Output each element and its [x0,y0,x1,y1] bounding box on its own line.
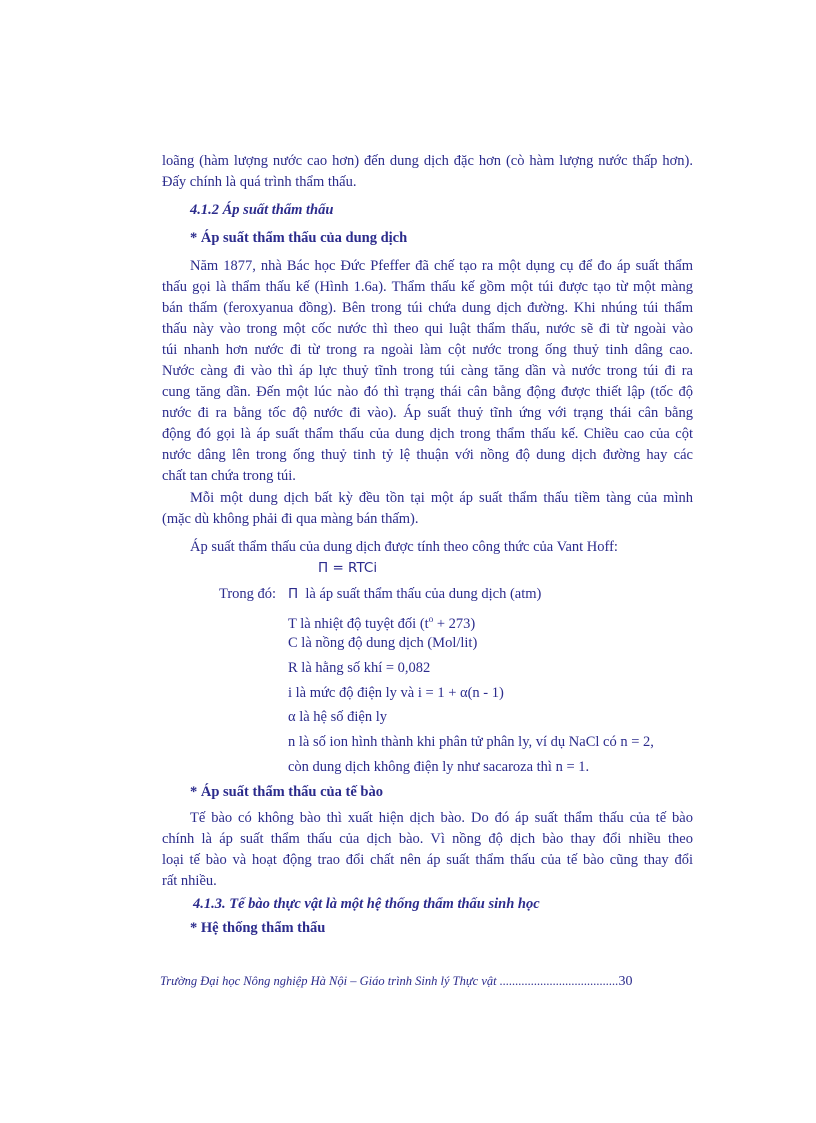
para1-line-4: thấu này vào trong một cốc nước thì theo qui luật thẩm thấu, nước sẽ đi từ ngoài vào [162,321,693,337]
definition-t [288,609,693,634]
definition-c: C là nồng độ dung dịch (Mol/lit) [288,635,478,651]
pi-definition: là áp suất thẩm thấu của dung dịch (atm) [305,586,542,602]
subheading-he-thong: * Hệ thống thẩm thấu [190,920,326,936]
para1-line-5: túi nhanh hơn nước đi từ trong ra ngoài làm cột nước trong ống thuỷ tinh dâng cao. [162,342,693,358]
para3-line-1: Tế bào có không bào thì xuất hiện dịch bào. Do đó áp suất thẩm thấu của tế bào [190,810,693,826]
footer-text: Trường Đại học Nông nghiệp Hà Nội – Giáo trình Sinh lý Thực vật ...................................... [160,974,619,988]
intro-line-1: loãng (hàm lượng nước cao hơn) đến dung dịch đặc hơn (cò hàm lượng nước thấp hơn). [162,153,693,169]
intro-line-2: Đấy chính là quá trình thẩm thấu. [162,174,357,190]
page-number: 30 [618,974,633,989]
para1-line-3: bán thấm (feroxyanua đồng). Bên trong túi chứa dung dịch đường. Khi nhúng túi thẩm [162,300,693,316]
para1-line-11: chất tan chứa trong túi. [162,468,296,484]
definition-r: R là hằng số khí = 0,082 [288,660,431,676]
para3-line-4: rất nhiều. [162,873,217,889]
vant-hoff-intro: Áp suất thẩm thấu của dung dịch được tính theo công thức của Vant Hoff: [190,539,618,555]
definition-n-2: còn dung dịch không điện ly như sacaroza thì n = 1. [288,759,590,775]
para1-line-10: nước dâng lên trong ống thuỷ tinh tỷ lệ thuận với nồng độ dung dịch đường hay các [162,447,693,463]
para1-line-9: động đó gọi là áp suất thẩm thấu của dung dịch trong thẩm thấu kế. Chiều cao của cột [162,426,693,442]
para1-line-6: Nước càng đi vào thì áp lực thuỷ tĩnh trong túi càng tăng dần và nước trong túi đi ra [162,363,693,379]
definition-alpha: α là hệ số điện ly [288,709,388,725]
section-4-1-3-heading: 4.1.3. Tế bào thực vật là một hệ thống thẩm thấu sinh học [193,896,540,912]
where-label: Trong đó: [219,586,277,602]
subheading-te-bao: * Áp suất thẩm thấu của tế bào [190,784,383,800]
para2-line-2: (mặc dù không phải đi qua màng bán thấm). [162,511,419,527]
definition-n-1: n là số ion hình thành khi phân tử phân ly, ví dụ NaCl có n = 2, [288,734,654,750]
para3-line-2: chính là áp suất thẩm thấu của dịch bào. Vì nồng độ dịch bào thay đổi nhiều theo [162,831,693,847]
para1-line-1: Năm 1877, nhà Bác học Đức Pfeffer đã chế tạo ra một dụng cụ để đo áp suất thẩm [190,258,693,274]
section-4-1-2-heading: 4.1.2 Áp suất thẩm thấu [190,202,334,218]
para2-line-1: Mỗi một dung dịch bất kỳ đều tồn tại một áp suất thẩm thấu tiềm tàng của mình [190,490,693,506]
t-def-prefix: T là nhiệt độ tuyệt đối (t [288,615,429,632]
t-def-degree: o [428,614,434,624]
para1-line-2: thấu gọi là thẩm thấu kế (Hình 1.6a). Thẩm thấu kế gồm một túi được tạo từ một màng [162,279,693,295]
page-footer [160,971,660,992]
para1-line-8: nước đi ra bằng tốc độ nước đi vào). Áp suất thuỷ tĩnh ứng với trạng thái cân bằng [162,405,693,421]
t-def-suffix: + 273) [433,615,476,632]
para3-line-3: loại tế bào và hoạt động trao đổi chất nên áp suất thẩm thấu của tế bào cũng thay đổi [162,852,693,868]
vant-hoff-formula: Π = RTCi [318,560,378,576]
definition-pi [288,584,693,604]
subheading-dung-dich: * Áp suất thẩm thấu của dung dịch [190,230,408,246]
pi-symbol: Π [288,586,299,602]
definition-i: i là mức độ điện ly và i = 1 + α(n - 1) [288,685,504,701]
para1-line-7: cung tăng dần. Đến một lúc nào đó thì trạng thái cân bằng động được thiết lập (tốc độ [162,384,693,400]
